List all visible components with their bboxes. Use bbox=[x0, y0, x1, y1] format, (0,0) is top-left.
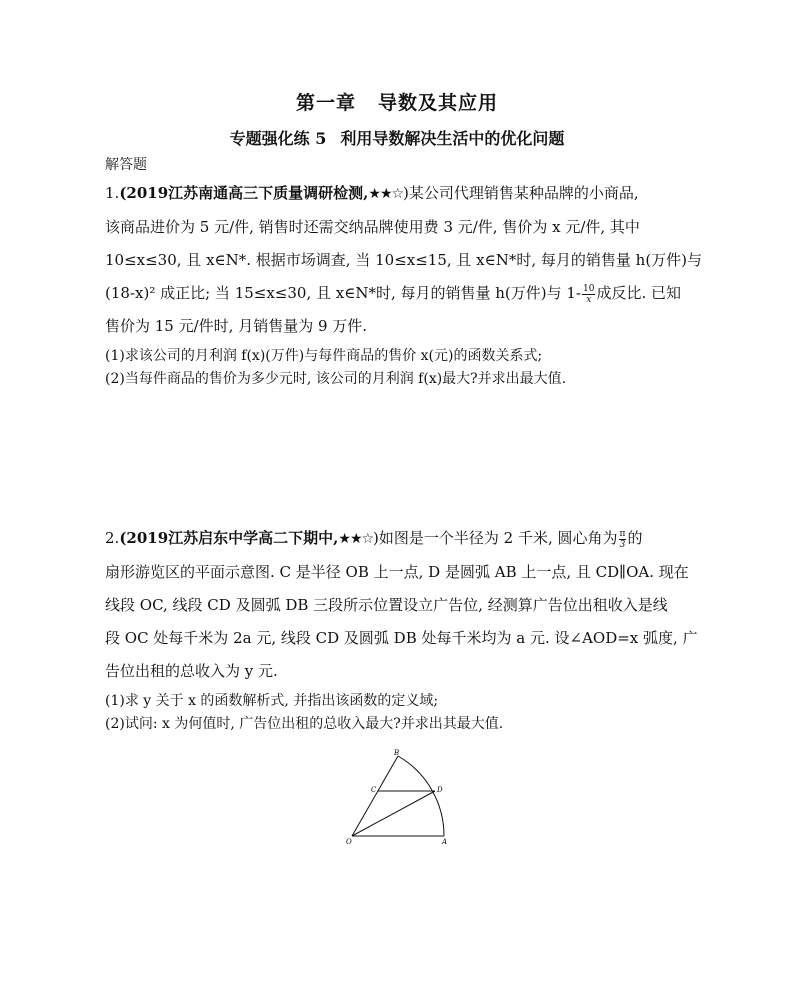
problem-2-line-5: 告位出租的总收入为 y 元. bbox=[105, 662, 278, 680]
problem-1-line-1 bbox=[105, 177, 690, 211]
chapter-name: 导数及其应用 bbox=[378, 92, 499, 114]
problem-number: 2. bbox=[105, 529, 120, 547]
point-label-a: A bbox=[442, 838, 448, 846]
section-name: 利用导数解决生活中的优化问题 bbox=[340, 129, 565, 148]
fraction-numerator: 10 bbox=[583, 283, 595, 294]
point-label-b: B bbox=[394, 749, 400, 757]
problem-2-question-1: (1)求 y 关于 x 的函数解析式, 并指出该函数的定义域; bbox=[105, 693, 439, 709]
section-number: 专题强化练 5 bbox=[229, 129, 327, 148]
point-label-d: D bbox=[437, 786, 443, 794]
problem-text: 成反比. 已知 bbox=[596, 284, 682, 302]
problem-text: 某公司代理销售某种品牌的小商品, bbox=[408, 184, 639, 202]
fraction-numerator: π bbox=[619, 528, 626, 539]
problem-text: (18-x)² 成正比; 当 15≤x≤30, 且 x∈N*时, 每月的销售量 h(万件)与 1- bbox=[105, 284, 582, 302]
problem-1-question-2: (2)当每件商品的售价为多少元时, 该公司的月利润 f(x)最大?并求出最大值. bbox=[105, 371, 567, 387]
difficulty-stars-icon: ★★☆ bbox=[338, 531, 374, 547]
fraction-denominator: 3 bbox=[619, 539, 626, 550]
problem-text: 的 bbox=[627, 529, 643, 547]
problem-1-question-1: (1)求该公司的月利润 f(x)(万件)与每件商品的售价 x(元)的函数关系式; bbox=[105, 348, 543, 364]
problem-1-line-5: 售价为 15 元/件时, 月销售量为 9 万件. bbox=[105, 317, 368, 335]
problem-2-line-4: 段 OC 处每千米为 2a 元, 线段 CD 及圆弧 DB 处每千米均为 a 元. 设∠AOD=x 弧度, 广 bbox=[105, 629, 698, 647]
point-label-o: O bbox=[346, 838, 352, 846]
problem-1-line-2: 该商品进价为 5 元/件, 销售时还需交纳品牌使用费 3 元/件, 售价为 x 元/件, 其中 bbox=[105, 218, 640, 236]
sector-diagram bbox=[344, 748, 456, 846]
chapter-number: 第一章 bbox=[295, 92, 356, 114]
problem-1-line-4 bbox=[105, 277, 690, 310]
fraction bbox=[619, 529, 627, 550]
problem-2-question-2: (2)试问: x 为何值时, 广告位出租的总收入最大?并求出其最大值. bbox=[105, 716, 504, 732]
problem-1 bbox=[105, 177, 703, 391]
problem-2-line-2: 扇形游览区的平面示意图. C 是半径 OB 上一点, D 是圆弧 AB 上一点, 且 CD∥OA. 现在 bbox=[105, 563, 689, 581]
problem-2-line-1 bbox=[105, 522, 690, 556]
problem-2 bbox=[105, 522, 698, 736]
arc-ab bbox=[398, 756, 444, 836]
section-title bbox=[0, 126, 794, 149]
problem-source: (2019江苏启东中学高二下期中, bbox=[119, 529, 339, 547]
problem-1-line-3: 10≤x≤30, 且 x∈N*. 根据市场调查, 当 10≤x≤15, 且 x∈N*时, 每月的销售量 h(万件)与 bbox=[105, 251, 703, 269]
problem-source-close: ) bbox=[403, 184, 409, 202]
question-type-label: 解答题 bbox=[105, 157, 147, 173]
sector-figure bbox=[344, 748, 456, 846]
problem-source-close: ) bbox=[373, 529, 379, 547]
difficulty-stars-icon: ★★☆ bbox=[368, 186, 404, 202]
problem-text: 如图是一个半径为 2 千米, 圆心角为 bbox=[378, 529, 618, 547]
chapter-title bbox=[0, 88, 794, 115]
fraction bbox=[582, 284, 595, 305]
fraction-denominator: x bbox=[586, 294, 592, 305]
problem-2-line-3: 线段 OC, 线段 CD 及圆弧 DB 三段所示位置设立广告位, 经测算广告位出租收入是线 bbox=[105, 596, 668, 614]
problem-source: (2019江苏南通高三下质量调研检测, bbox=[119, 184, 369, 202]
problem-number: 1. bbox=[105, 184, 120, 202]
point-label-c: C bbox=[371, 786, 377, 794]
